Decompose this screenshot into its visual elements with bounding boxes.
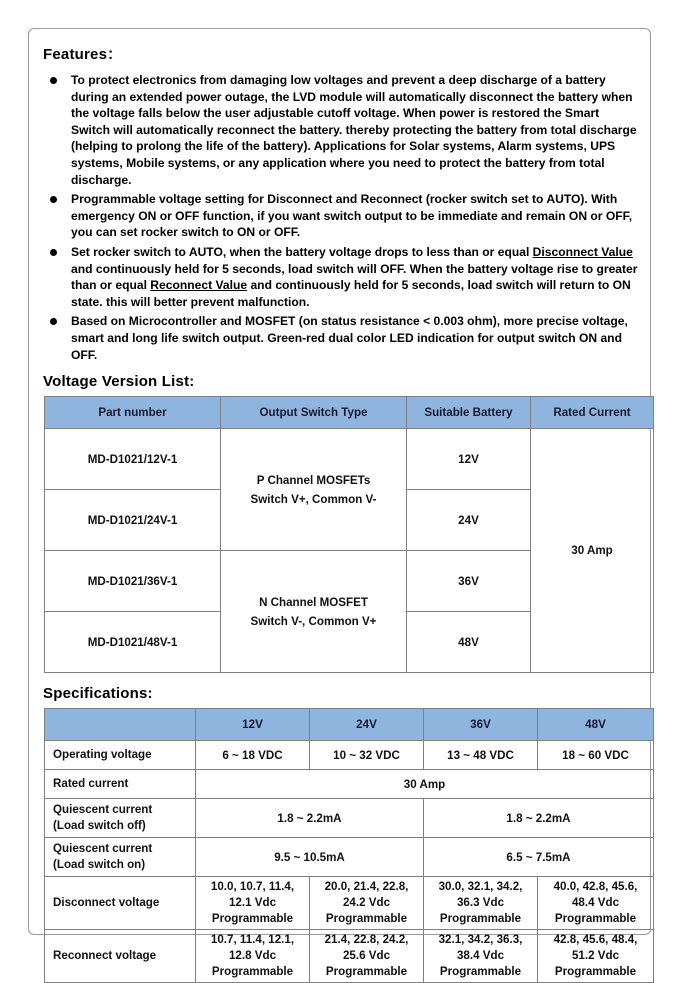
cell-suitable-battery: 48V (407, 612, 531, 673)
feature-text: Based on Microcontroller and MOSFET (on status resistance < 0.003 ohm), more precise voltage, smart and long life switch output. Green-red dual color LED indication for output switch ON and OFF. (71, 314, 628, 362)
feature-item (43, 191, 638, 241)
col-header-24v: 24V (310, 709, 424, 741)
cell-disconnect-36v: 30.0, 32.1, 34.2, 36.3 Vdc Programmable (424, 877, 538, 930)
cell-quiescent-on-right: 6.5 ~ 7.5mA (424, 838, 654, 877)
features-list (43, 72, 638, 363)
cell-part-number: MD-D1021/24V-1 (45, 490, 221, 551)
cell-quiescent-off-right: 1.8 ~ 2.2mA (424, 799, 654, 838)
row-label-disconnect-voltage: Disconnect voltage (45, 877, 196, 930)
cell-disconnect-12v: 10.0, 10.7, 11.4, 12.1 Vdc Programmable (196, 877, 310, 930)
switch-type-line1: N Channel MOSFET (259, 595, 368, 609)
bullet-icon (50, 318, 57, 325)
datasheet-page (28, 28, 651, 979)
col-header-12v: 12V (196, 709, 310, 741)
cell-reconnect-12v: 10.7, 11.4, 12.1, 12.8 Vdc Programmable (196, 930, 310, 983)
specifications-table (44, 708, 654, 983)
switch-type-line2: Switch V+, Common V- (250, 492, 377, 506)
table-row-quiescent-off (45, 799, 654, 838)
col-header-output-switch-type: Output Switch Type (221, 397, 407, 429)
cell-switch-type-p (221, 429, 407, 551)
feature-text: Programmable voltage setting for Disconnect and Reconnect (rocker switch set to AUTO). With emergency ON or OFF function, if you want switch output to be immediate and remain ON or OFF, you can set rocker switch to ON or OFF. (71, 192, 633, 240)
cell-reconnect-36v: 32.1, 34.2, 36.3, 38.4 Vdc Programmable (424, 930, 538, 983)
features-heading: Features： (43, 46, 123, 63)
cell-quiescent-off-left: 1.8 ~ 2.2mA (196, 799, 424, 838)
row-label-rated-current: Rated current (45, 770, 196, 799)
cell-part-number: MD-D1021/48V-1 (45, 612, 221, 673)
bullet-icon (50, 196, 57, 203)
row-label-operating-voltage: Operating voltage (45, 741, 196, 770)
cell-operating-voltage-12v: 6 ~ 18 VDC (196, 741, 310, 770)
cell-suitable-battery: 36V (407, 551, 531, 612)
row-label-quiescent-off (45, 799, 196, 838)
cell-quiescent-on-left: 9.5 ~ 10.5mA (196, 838, 424, 877)
row-label-line2: (Load switch off) (53, 819, 146, 833)
switch-type-line1: P Channel MOSFETs (256, 473, 371, 487)
feature-item (43, 72, 638, 188)
cell-reconnect-24v: 21.4, 22.8, 24.2, 25.6 Vdc Programmable (310, 930, 424, 983)
row-label-line2: (Load switch on) (53, 858, 146, 872)
col-header-suitable-battery: Suitable Battery (407, 397, 531, 429)
table-row-disconnect-voltage (45, 877, 654, 930)
col-header-part-number: Part number (45, 397, 221, 429)
row-label-line1: Quiescent current (53, 803, 153, 817)
feature-text: To protect electronics from damaging low voltages and prevent a deep discharge of a battery during an extended power outage, the LVD module will automatically disconnect the battery when the voltage falls below the user adjustable cutoff voltage. When power is restored the Smart Switch will automatically reconnect the battery. thereby protecting the battery from total discharge (helping to prolong the life of the battery). Applications for Solar systems, Alarm systems, UPS systems, Mobile systems, or any application where you need to protect the battery from total discharge. (71, 73, 637, 187)
cell-suitable-battery: 24V (407, 490, 531, 551)
specifications-heading: Specifications: (43, 685, 153, 703)
table-row-reconnect-voltage (45, 930, 654, 983)
cell-operating-voltage-24v: 10 ~ 32 VDC (310, 741, 424, 770)
table-row-quiescent-on (45, 838, 654, 877)
bullet-icon (50, 249, 57, 256)
table-header-row (45, 709, 654, 741)
feature-item (43, 244, 638, 310)
table-row (45, 429, 654, 490)
cell-rated-current: 30 Amp (531, 429, 654, 673)
cell-disconnect-48v: 40.0, 42.8, 45.6, 48.4 Vdc Programmable (538, 877, 654, 930)
cell-disconnect-24v: 20.0, 21.4, 22.8, 24.2 Vdc Programmable (310, 877, 424, 930)
table-header-row (45, 397, 654, 429)
table-row-rated-current (45, 770, 654, 799)
col-header-36v: 36V (424, 709, 538, 741)
cell-operating-voltage-48v: 18 ~ 60 VDC (538, 741, 654, 770)
col-header-48v: 48V (538, 709, 654, 741)
row-label-line1: Quiescent current (53, 842, 153, 856)
voltage-version-table (44, 396, 654, 673)
table-row-operating-voltage (45, 741, 654, 770)
feature-item (43, 313, 638, 363)
cell-suitable-battery: 12V (407, 429, 531, 490)
cell-reconnect-48v: 42.8, 45.6, 48.4, 51.2 Vdc Programmable (538, 930, 654, 983)
cell-part-number: MD-D1021/36V-1 (45, 551, 221, 612)
voltage-version-heading: Voltage Version List: (43, 373, 195, 391)
feature-text: Set rocker switch to AUTO, when the battery voltage drops to less than or equal Disconnect Value and continuously held for 5 seconds, load switch will OFF. When the battery voltage rise to greater than or equal Reconnect Value and continuously held for 5 seconds, load switch will return to ON state. this will better prevent malfunction. (71, 244, 638, 309)
col-header-blank (45, 709, 196, 741)
cell-operating-voltage-36v: 13 ~ 48 VDC (424, 741, 538, 770)
col-header-rated-current: Rated Current (531, 397, 654, 429)
switch-type-line2: Switch V-, Common V+ (250, 614, 377, 628)
row-label-reconnect-voltage: Reconnect voltage (45, 930, 196, 983)
cell-rated-current-all: 30 Amp (196, 770, 654, 799)
cell-switch-type-n (221, 551, 407, 673)
cell-part-number: MD-D1021/12V-1 (45, 429, 221, 490)
row-label-quiescent-on (45, 838, 196, 877)
bullet-icon (50, 77, 57, 84)
